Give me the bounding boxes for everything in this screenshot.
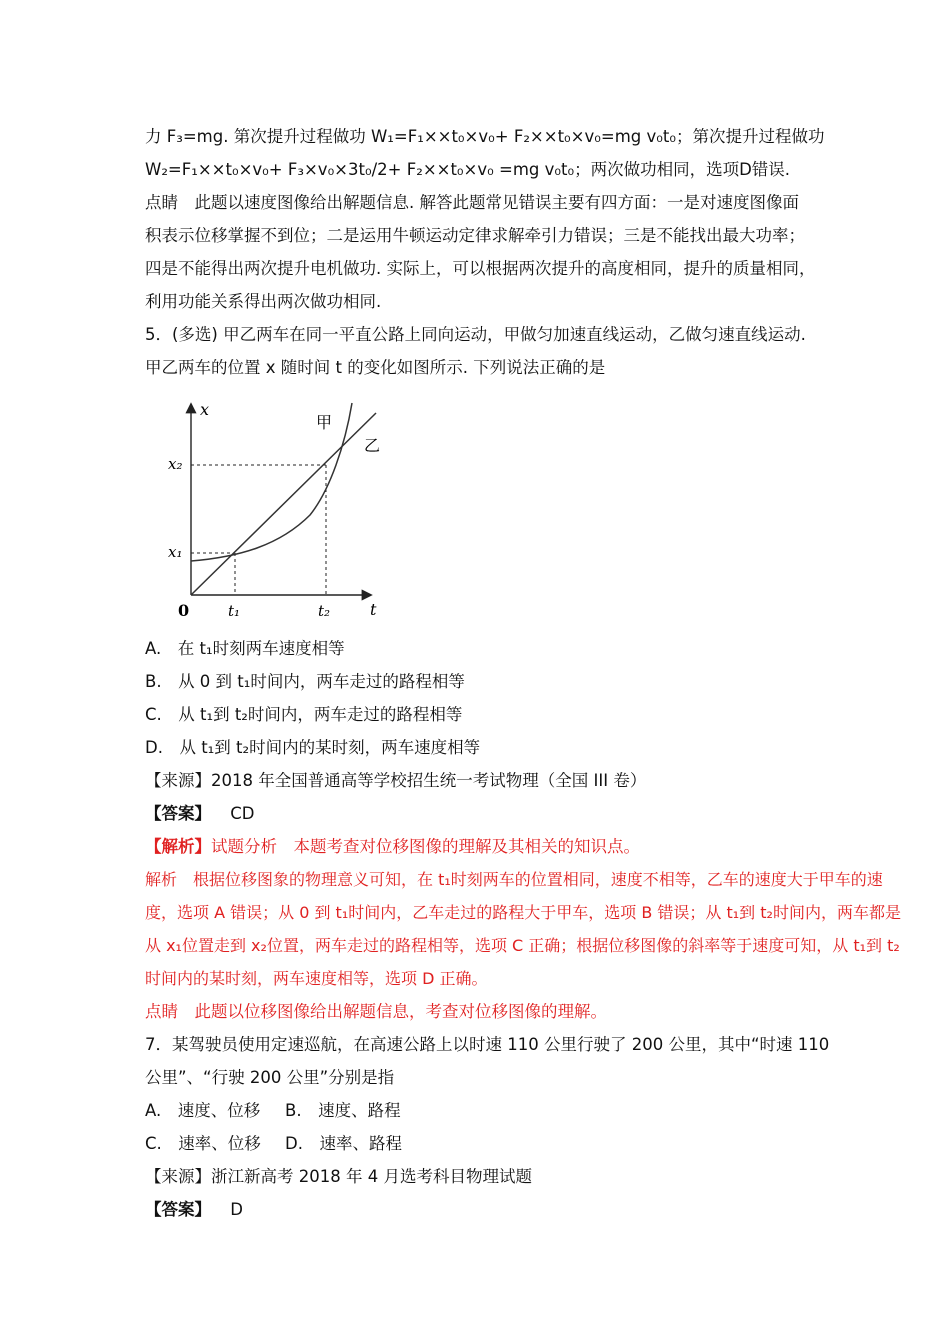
origin-label: 0 [178,601,190,620]
x-axis-label: t [370,600,377,619]
x1-label: x₁ [168,543,183,561]
q7-stem-line-2: 公里”、“行驶 200 公里”分别是指 [145,1068,395,1087]
q7-options-row-2 [145,1133,402,1155]
q7-source: 【来源】浙江新高考 2018 年 4 月选考科目物理试题 [145,1167,532,1186]
q5-option-a: A. 在 t₁时刻两车速度相等 [145,639,345,658]
prev-tip-line-1: 点睛 此题以速度图像给出解题信息. 解答此题常见错误主要有四方面：一是对速度图像面 [145,193,799,212]
q7-answer-row [145,1199,243,1221]
q7-stem-line-1: 7．某驾驶员使用定速巡航，在高速公路上以时速 110 公里行驶了 200 公里，其中“时速 110 [145,1035,830,1054]
yi-label: 乙 [364,436,381,455]
q7-option-d: D. 速率、路程 [285,1134,402,1153]
prev-tip-line-2: 积表示位移掌握不到位；二是运用牛顿运动定律求解牵引力错误；三是不能找出最大功率； [145,226,805,245]
q5-option-c: C. 从 t₁到 t₂时间内，两车走过的路程相等 [145,705,463,724]
q5-answer-row [145,803,254,825]
prev-tip-line-4: 利用功能关系得出两次做功相同. [145,292,382,311]
t2-label: t₂ [318,602,331,620]
q5-source: 【来源】2018 年全国普通高等学校招生统一考试物理（全国 III 卷） [145,771,647,790]
q7-options-row-1 [145,1100,401,1122]
q5-stem-line-1: 5．(多选) 甲乙两车在同一平直公路上同向运动，甲做匀加速直线运动，乙做匀速直线运动. [145,325,806,344]
q5-analysis-line-1: 解析 根据位移图象的物理意义可知，在 t₁时刻两车的位置相同，速度不相等，乙车的速度大于甲车的速 [145,870,883,889]
q5-option-d: D. 从 t₁到 t₂时间内的某时刻，两车速度相等 [145,738,481,757]
q5-tip: 点睛 此题以位移图像给出解题信息，考查对位移图像的理解。 [145,1002,607,1021]
prev-work-line-1: 力 F₃=mg. 第次提升过程做功 W₁=F₁××t₀×v₀+ F₂××t₀×v₀=mg v₀t₀；第次提升过程做功 [145,127,825,146]
q5-analysis-head-row [145,836,640,858]
q5-analysis-head: 试题分析 本题考查对位移图像的理解及其相关的知识点。 [211,837,640,856]
q5-analysis-line-4: 时间内的某时刻，两车速度相等，选项 D 正确。 [145,969,488,988]
jia-label: 甲 [316,413,333,432]
q5-analysis-label: 【解析】 [145,837,211,856]
q5-analysis-line-2: 度，选项 A 错误；从 0 到 t₁时间内，乙车走过的路程大于甲车，选项 B 错误；从 t₁到 t₂时间内，两车都是 [145,903,901,922]
q5-analysis-line-3: 从 x₁位置走到 x₂位置，两车走过的路程相等，选项 C 正确；根据位移图像的斜率等于速度可知，从 t₁到 t₂ [145,936,900,955]
q7-answer-label: 【答案】 [145,1200,211,1219]
q5-answer-label: 【答案】 [145,804,211,823]
q7-option-a: A. 速度、位移 [145,1101,261,1120]
q7-answer-value: D [230,1200,243,1219]
x2-label: x₂ [168,455,183,473]
q5-option-b: B. 从 0 到 t₁时间内，两车走过的路程相等 [145,672,465,691]
line-yi [191,413,376,595]
q5-answer-value: CD [230,804,255,823]
q5-stem-line-2: 甲乙两车的位置 x 随时间 t 的变化如图所示. 下列说法正确的是 [145,358,606,377]
position-time-graph [160,395,400,625]
prev-tip-line-3: 四是不能得出两次提升电机做功. 实际上，可以根据两次提升的高度相同，提升的质量相同， [145,259,816,278]
q7-option-c: C. 速率、位移 [145,1134,261,1153]
prev-work-line-2: W₂=F₁××t₀×v₀+ F₃×v₀×3t₀/2+ F₂××t₀×v₀ =mg v₀t₀；两次做功相同，选项D错误. [145,160,791,179]
t1-label: t₁ [228,602,241,620]
y-axis-label: x [200,400,210,419]
q7-option-b: B. 速度、路程 [285,1101,401,1120]
